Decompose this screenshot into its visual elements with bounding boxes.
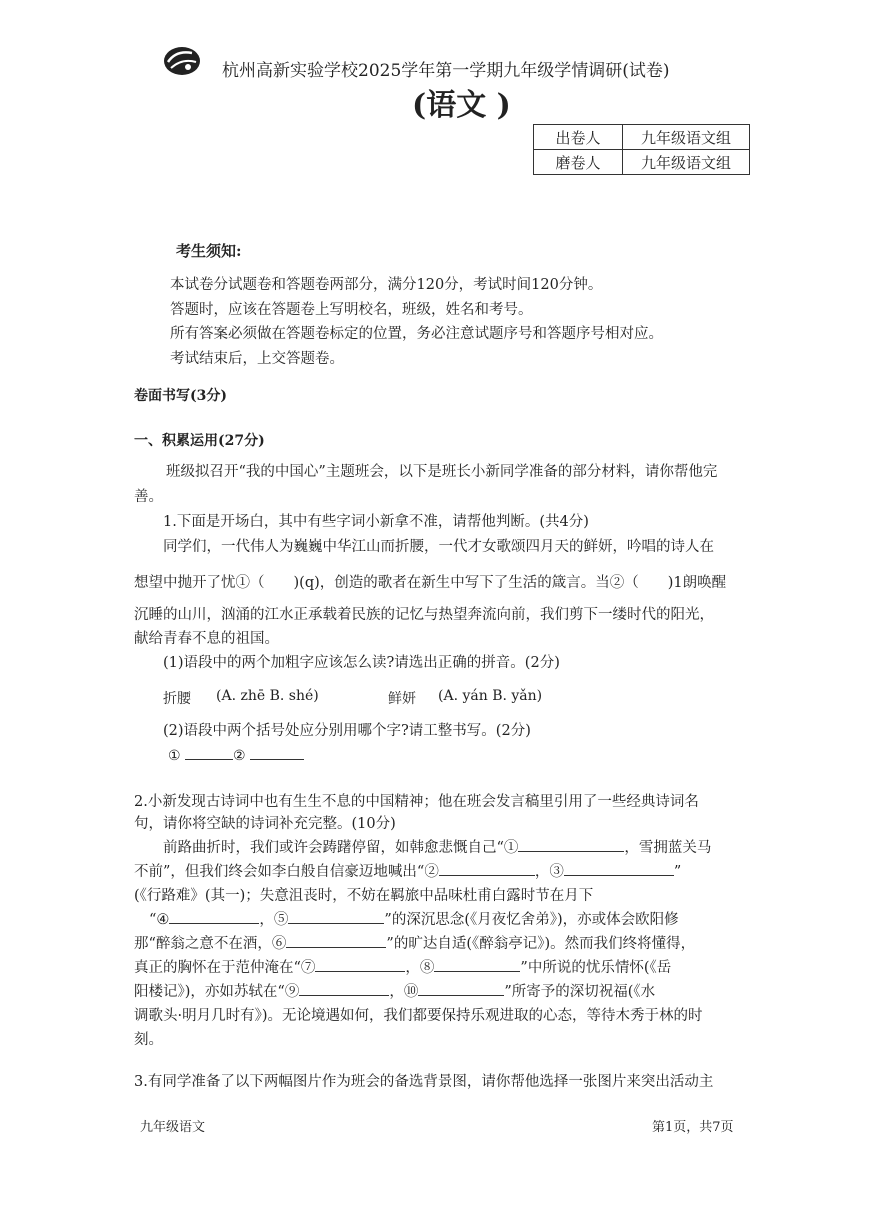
- q2-passage-line: 刻。: [134, 1032, 163, 1048]
- q1-sub1: (1)语段中的两个加粗字应该怎么读?请选出正确的拼音。(2分): [163, 655, 560, 671]
- answer-blank[interactable]: [434, 957, 520, 972]
- notice-line: 考试结束后，上交答题卷。: [170, 350, 344, 367]
- subject-title: (语文 ): [412, 88, 511, 123]
- pinyin-word: 折腰: [163, 691, 191, 707]
- q2-passage-line: [134, 956, 744, 981]
- text: ”所寄予的深切祝福(《水: [504, 984, 656, 1000]
- question2-line: 2.小新发现古诗词中也有生生不息的中国精神；他在班会发言稿里引用了一些经典诗词名: [134, 794, 699, 810]
- answer-blank[interactable]: [288, 909, 384, 924]
- q2-passage-line: [134, 932, 744, 957]
- text: ，⑧: [405, 960, 435, 976]
- notice-line: 所有答案必须做在答题卷标定的位置，务必注意试题序号和答题序号相对应。: [170, 326, 663, 342]
- text: 真正的胸怀在于范仲淹在“⑦: [134, 960, 316, 976]
- pinyin-word: 鲜妍: [388, 691, 416, 707]
- answer-blank[interactable]: [564, 861, 674, 876]
- q2-passage-line: 调歌头·明月几时有》)。无论境遇如何，我们都要保持乐观进取的心态，等待木秀于林的时: [134, 1008, 703, 1024]
- text: ，⑩: [389, 984, 419, 1000]
- text: ”: [673, 864, 682, 880]
- notice-line: 答题时，应该在答题卷上写明校名，班级，姓名和考号。: [170, 301, 533, 318]
- answer-blank[interactable]: [286, 933, 386, 948]
- text: 不前”，但我们终会如李白般自信豪迈地喊出“②: [134, 864, 439, 880]
- text: ，雪拥蓝关马: [624, 840, 712, 856]
- answer-blank[interactable]: [518, 837, 624, 852]
- footer-subject: 九年级语文: [140, 1120, 206, 1135]
- table-value: 九年级语文组: [623, 125, 750, 150]
- q1-sub2: (2)语段中两个括号处应分别用哪个字?请工整书写。(2分): [163, 723, 531, 739]
- text: 阳楼记》)，亦如苏轼在“⑨: [134, 984, 300, 1000]
- answer-blank[interactable]: [439, 861, 535, 876]
- question2-line: 句，请你将空缺的诗词补充完整。(10分): [134, 816, 396, 832]
- q1-answer-blanks: [168, 745, 304, 764]
- answer-blank[interactable]: [418, 981, 504, 996]
- question3-line: 3.有同学准备了以下两幅图片作为班会的备选背景图，请你帮他选择一张图片来突出活动主: [134, 1074, 714, 1090]
- table-key: 磨卷人: [534, 150, 623, 175]
- q2-passage-line: [134, 980, 744, 1005]
- q2-passage-line: [149, 908, 759, 933]
- q1-passage-line: 想望中抛开了忧①（ )(q)，创造的歌者在新生中写下了生活的箴言。当②（ )1朗唤醒: [134, 575, 727, 591]
- answer-blank[interactable]: [169, 909, 259, 924]
- section1-title: 一、积累运用(27分): [134, 433, 265, 449]
- text: ，⑤: [259, 912, 289, 928]
- text: ”中所说的忧乐情怀(《岳: [520, 960, 672, 976]
- section1-intro: 班级拟召开“我的中国心”主题班会，以下是班长小新同学准备的部分材料，请你帮他完善。: [134, 464, 718, 505]
- notice-list: [170, 273, 760, 371]
- notice-title: 考生须知:: [176, 242, 242, 260]
- q2-passage-line: (《行路难》(其一)；失意沮丧时，不妨在羁旅中品味杜甫白露时节在月下: [134, 888, 594, 904]
- answer-blank[interactable]: [185, 745, 233, 760]
- pinyin-options: (A. yán B. yǎn): [438, 688, 543, 704]
- text: ”的旷达自适(《醉翁亭记》)。然而我们终将懂得，: [386, 936, 696, 952]
- blank-label: ①: [168, 748, 181, 764]
- table-value: 九年级语文组: [623, 150, 750, 175]
- q1-passage-line: 献给青春不息的祖国。: [134, 631, 279, 647]
- text: 那“醉翁之意不在酒，⑥: [134, 936, 287, 952]
- author-table: [533, 124, 750, 175]
- reviewer-row: [534, 150, 750, 175]
- notice-line: 本试卷分试题卷和答题卷两部分，满分120分，考试时间120分钟。: [170, 277, 603, 293]
- q1-passage-line: 同学们，一代伟人为巍巍中华江山而折腰，一代才女歌颂四月天的鲜妍，吟唱的诗人在: [163, 539, 714, 555]
- exam-title: 杭州高新实验学校2025学年第一学期九年级学情调研(试卷): [222, 61, 670, 81]
- answer-blank[interactable]: [299, 981, 389, 996]
- q2-passage-line: [134, 860, 744, 885]
- q2-passage-line: [163, 836, 773, 861]
- blank-label: ②: [233, 748, 246, 764]
- answer-blank[interactable]: [250, 745, 304, 760]
- q1-passage-line: 沉睡的山川，汹涌的江水正承载着民族的记忆与热望奔流向前，我们剪下一缕时代的阳光，: [134, 607, 714, 623]
- text: “④: [149, 912, 170, 928]
- text: ，③: [534, 864, 564, 880]
- page-number: 第1页，共7页: [652, 1120, 734, 1135]
- pinyin-options: (A. zhē B. shé): [216, 688, 319, 704]
- school-logo: [162, 44, 202, 78]
- author-row: [534, 125, 750, 150]
- question1: 1.下面是开场白，其中有些字词小新拿不准，请帮他判断。(共4分): [163, 514, 589, 530]
- answer-blank[interactable]: [315, 957, 405, 972]
- text: 前路曲折时，我们或许会踌躇停留，如韩愈悲慨自己“①: [163, 840, 519, 856]
- table-key: 出卷人: [534, 125, 623, 150]
- handwriting-score: 卷面书写(3分): [134, 388, 227, 404]
- text: ”的深沉思念(《月夜忆舍弟》)，亦或体会欧阳修: [384, 912, 679, 928]
